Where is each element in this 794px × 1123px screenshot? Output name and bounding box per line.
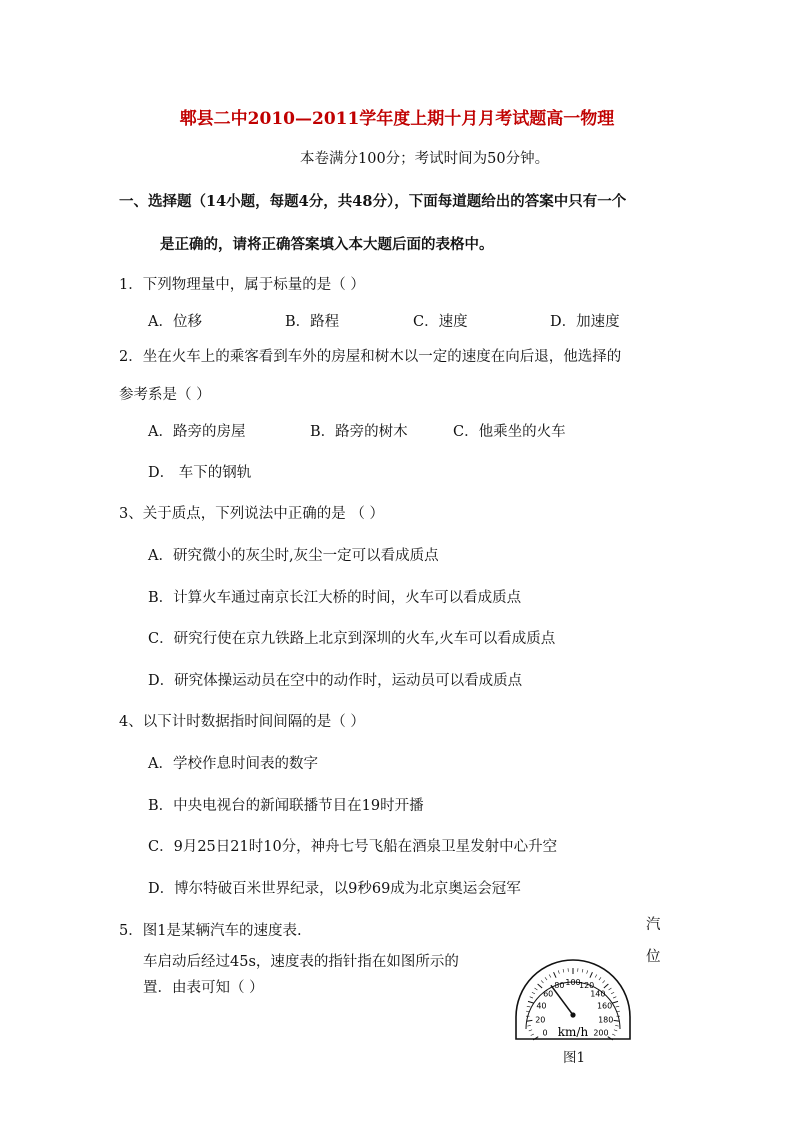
speedometer-tick (528, 1001, 534, 1003)
q2-option-b: B．路旁的树木 (310, 424, 408, 440)
speedometer-tick-label: 40 (536, 1001, 547, 1011)
speedometer-unit: km/h (557, 1025, 589, 1039)
q3-option-c: C．研究行使在京九铁路上北京到深圳的火车,火车可以看成质点 (148, 631, 556, 647)
q4-option-c: C．9月25日21时10分，神舟七号飞船在酒泉卫星发射中心升空 (148, 839, 558, 855)
q1-option-c: C．速度 (413, 314, 468, 330)
speedometer-tick-label: 180 (598, 1015, 614, 1025)
q1-stem: 1．下列物理量中，属于标量的是（ ） (119, 277, 365, 293)
speedometer-tick-label: 140 (590, 989, 606, 999)
speedometer-tick-label: 120 (578, 980, 595, 990)
q4-option-d: D．博尔特破百米世界纪录，以9秒69成为北京奥运会冠军 (148, 881, 521, 897)
speedometer-tick (615, 1025, 618, 1026)
speedometer-tick (541, 980, 543, 983)
speedometer-tick (614, 1020, 620, 1021)
speedometer-tick (545, 977, 547, 980)
q3-option-a: A．研究微小的灰尘时,灰尘一定可以看成质点 (148, 548, 439, 564)
speedometer-tick (612, 1001, 618, 1003)
q3-option-b: B．计算火车通过南京长江大桥的时间，火车可以看成质点 (148, 590, 522, 606)
speedometer-tick (582, 969, 583, 972)
speedometer-tick (613, 997, 616, 998)
speedometer-tick (609, 988, 612, 990)
speedometer-tick (602, 980, 604, 983)
speedometer-tick (529, 1030, 532, 1031)
speedometer-tick (614, 1030, 617, 1031)
speedometer-tick-label: 0 (542, 1028, 548, 1038)
speedometer-tick (527, 1025, 530, 1026)
q2-option-a: A．路旁的房屋 (148, 424, 246, 440)
figure-caption: 图1 (563, 1050, 586, 1066)
speedometer-tick (527, 1006, 530, 1007)
q5-stem-line1: 5．图1是某辆汽车的速度表. (119, 923, 302, 939)
speedometer-figure (512, 955, 634, 1041)
speedometer-tick-label: 20 (535, 1015, 546, 1025)
speedometer-tick (599, 977, 601, 980)
speedometer-tick (558, 970, 559, 973)
speedometer-tick (532, 992, 535, 994)
speedometer-tick (587, 970, 588, 973)
q5-side-char-1: 汽 (646, 917, 661, 933)
q3-option-d: D．研究体操运动员在空中的动作时，运动员可以看成质点 (148, 673, 523, 689)
exam-subtitle: 本卷满分100分；考试时间为50分钟。 (300, 151, 550, 167)
speedometer-tick (535, 988, 538, 990)
q5-stem-line2: 车启动后经过45s，速度表的指针指在如图所示的 (143, 954, 459, 970)
speedometer-tick (604, 984, 609, 988)
speedometer-tick (538, 984, 543, 988)
q3-stem: 3、关于质点，下列说法中正确的是 （ ） (119, 506, 384, 522)
q2-stem-line1: 2．坐在火车上的乘客看到车外的房屋和树木以一定的速度在向后退，他选择的 (119, 349, 622, 365)
speedometer-hub (570, 1012, 575, 1017)
speedometer-tick (530, 997, 533, 998)
speedometer-tick (595, 975, 597, 978)
speedometer-tick (616, 1006, 619, 1007)
speedometer-tick (549, 975, 551, 978)
speedometer-tick (531, 1034, 534, 1036)
q4-stem: 4、以下计时数据指时间间隔的是（ ） (119, 714, 365, 730)
speedometer-tick-label: 80 (554, 980, 565, 990)
speedometer-tick (563, 969, 564, 972)
speedometer-tick-label: 200 (593, 1028, 609, 1038)
speedometer-tick (526, 1020, 532, 1021)
section-heading-line1: 一、选择题（14小题，每题4分，共48分），下面每道题给出的答案中只有一个 (119, 193, 627, 210)
q5-stem-line3: 置．由表可知（ ） (143, 980, 264, 996)
section-heading-line2: 是正确的，请将正确答案填入本大题后面的表格中。 (160, 236, 494, 253)
q1-option-b: B．路程 (285, 314, 340, 330)
speedometer-tick (590, 972, 592, 977)
q1-option-d: D．加速度 (550, 314, 620, 330)
speedometer-tick (554, 972, 556, 977)
exam-title: 郫县二中2010—2011学年度上期十月月考试题高一物理 (179, 109, 615, 129)
q2-option-d: D． 车下的钢轨 (148, 465, 252, 481)
q2-option-c: C．他乘坐的火车 (453, 424, 566, 440)
speedometer-tick (612, 1034, 615, 1036)
speedometer-tick (611, 992, 614, 994)
q2-stem-line2: 参考系是（ ） (119, 387, 211, 403)
speedometer-tick-label: 100 (565, 978, 581, 987)
q5-side-char-2: 位 (646, 949, 661, 965)
q1-option-a: A．位移 (148, 314, 202, 330)
q4-option-b: B．中央电视台的新闻联播节目在19时开播 (148, 798, 424, 814)
speedometer-tick-label: 160 (596, 1001, 613, 1011)
q4-option-a: A．学校作息时间表的数字 (148, 756, 318, 772)
speedometer-tick-label: 60 (543, 989, 554, 999)
